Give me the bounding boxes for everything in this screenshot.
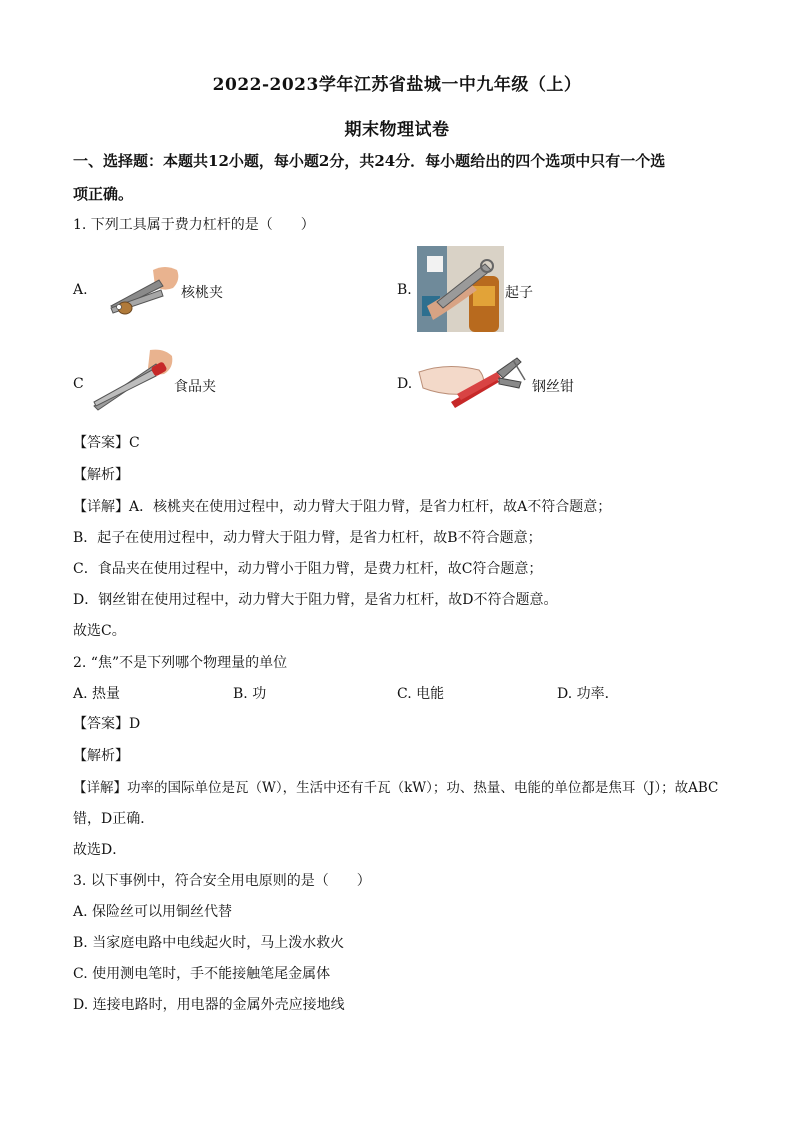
q1-option-d-text: 钢丝钳 bbox=[532, 379, 574, 395]
q1-option-d-letter: D. bbox=[397, 376, 413, 392]
pliers-image bbox=[417, 352, 529, 414]
q1-detail-a: 【详解】A．核桃夹在使用过程中，动力臂大于阻力臂，是省力杠杆，故A不符合题意； bbox=[73, 499, 612, 515]
section-heading: 一、选择题：本题共12小题，每小题2分，共24分．每小题给出的四个选项中只有一个选 bbox=[73, 152, 666, 170]
q2-option-c: C. 电能 bbox=[397, 686, 445, 702]
q1-option-b-text: 起子 bbox=[505, 285, 533, 301]
q1-detail-c: C．食品夹在使用过程中，动力臂小于阻力臂，是费力杠杆，故C符合题意； bbox=[73, 561, 543, 577]
q1-option-a-text: 核桃夹 bbox=[181, 285, 223, 301]
nutcracker-image bbox=[103, 258, 183, 318]
q3-option-c: C. 使用测电笔时，手不能接触笔尾金属体 bbox=[73, 966, 331, 982]
bottle-opener-image bbox=[417, 246, 504, 332]
q2-detail-line1: 【详解】功率的国际单位是瓦（W），生活中还有千瓦（kW）；功、热量、电能的单位都是焦耳（J）；故ABC bbox=[73, 780, 719, 796]
exam-subtitle: 期末物理试卷 bbox=[344, 120, 450, 140]
q2-conclusion: 故选D． bbox=[73, 842, 127, 858]
q2-option-a: A. 热量 bbox=[73, 686, 121, 702]
question-2-stem: 2. “焦”不是下列哪个物理量的单位 bbox=[73, 655, 288, 671]
q1-option-c-text: 食品夹 bbox=[174, 379, 216, 395]
q1-answer: 【答案】C bbox=[73, 435, 140, 451]
q2-option-d: D. 功率． bbox=[557, 686, 619, 702]
q1-conclusion: 故选C。 bbox=[73, 623, 126, 639]
q3-option-a: A. 保险丝可以用铜丝代替 bbox=[73, 904, 233, 920]
q2-answer: 【答案】D bbox=[73, 716, 141, 732]
q3-option-b: B. 当家庭电路中电线起火时，马上泼水救火 bbox=[73, 935, 345, 951]
q1-option-a-letter: A. bbox=[73, 282, 88, 298]
q1-analysis-label: 【解析】 bbox=[73, 467, 129, 483]
q2-detail-line2: 错，D正确． bbox=[73, 811, 155, 827]
q2-analysis-label: 【解析】 bbox=[73, 748, 129, 764]
question-3-stem: 3. 以下事例中，符合安全用电原则的是（ ） bbox=[73, 873, 371, 889]
q1-detail-d: D．钢丝钳在使用过程中，动力臂大于阻力臂，是省力杠杆，故D不符合题意。 bbox=[73, 592, 558, 608]
q1-detail-b: B．起子在使用过程中，动力臂大于阻力臂，是省力杠杆，故B不符合题意； bbox=[73, 530, 542, 546]
q3-option-d: D. 连接电路时，用电器的金属外壳应接地线 bbox=[73, 997, 345, 1013]
question-1-stem: 1. 下列工具属于费力杠杆的是（ ） bbox=[73, 217, 315, 233]
section-heading-cont: 项正确。 bbox=[73, 185, 134, 203]
exam-title: 2022-2023学年江苏省盐城一中九年级（上） bbox=[212, 75, 582, 95]
food-tongs-image bbox=[90, 346, 176, 414]
q1-option-b-letter: B. bbox=[397, 282, 412, 298]
q2-option-b: B. 功 bbox=[233, 686, 267, 702]
q1-option-c-letter: C bbox=[73, 376, 84, 392]
